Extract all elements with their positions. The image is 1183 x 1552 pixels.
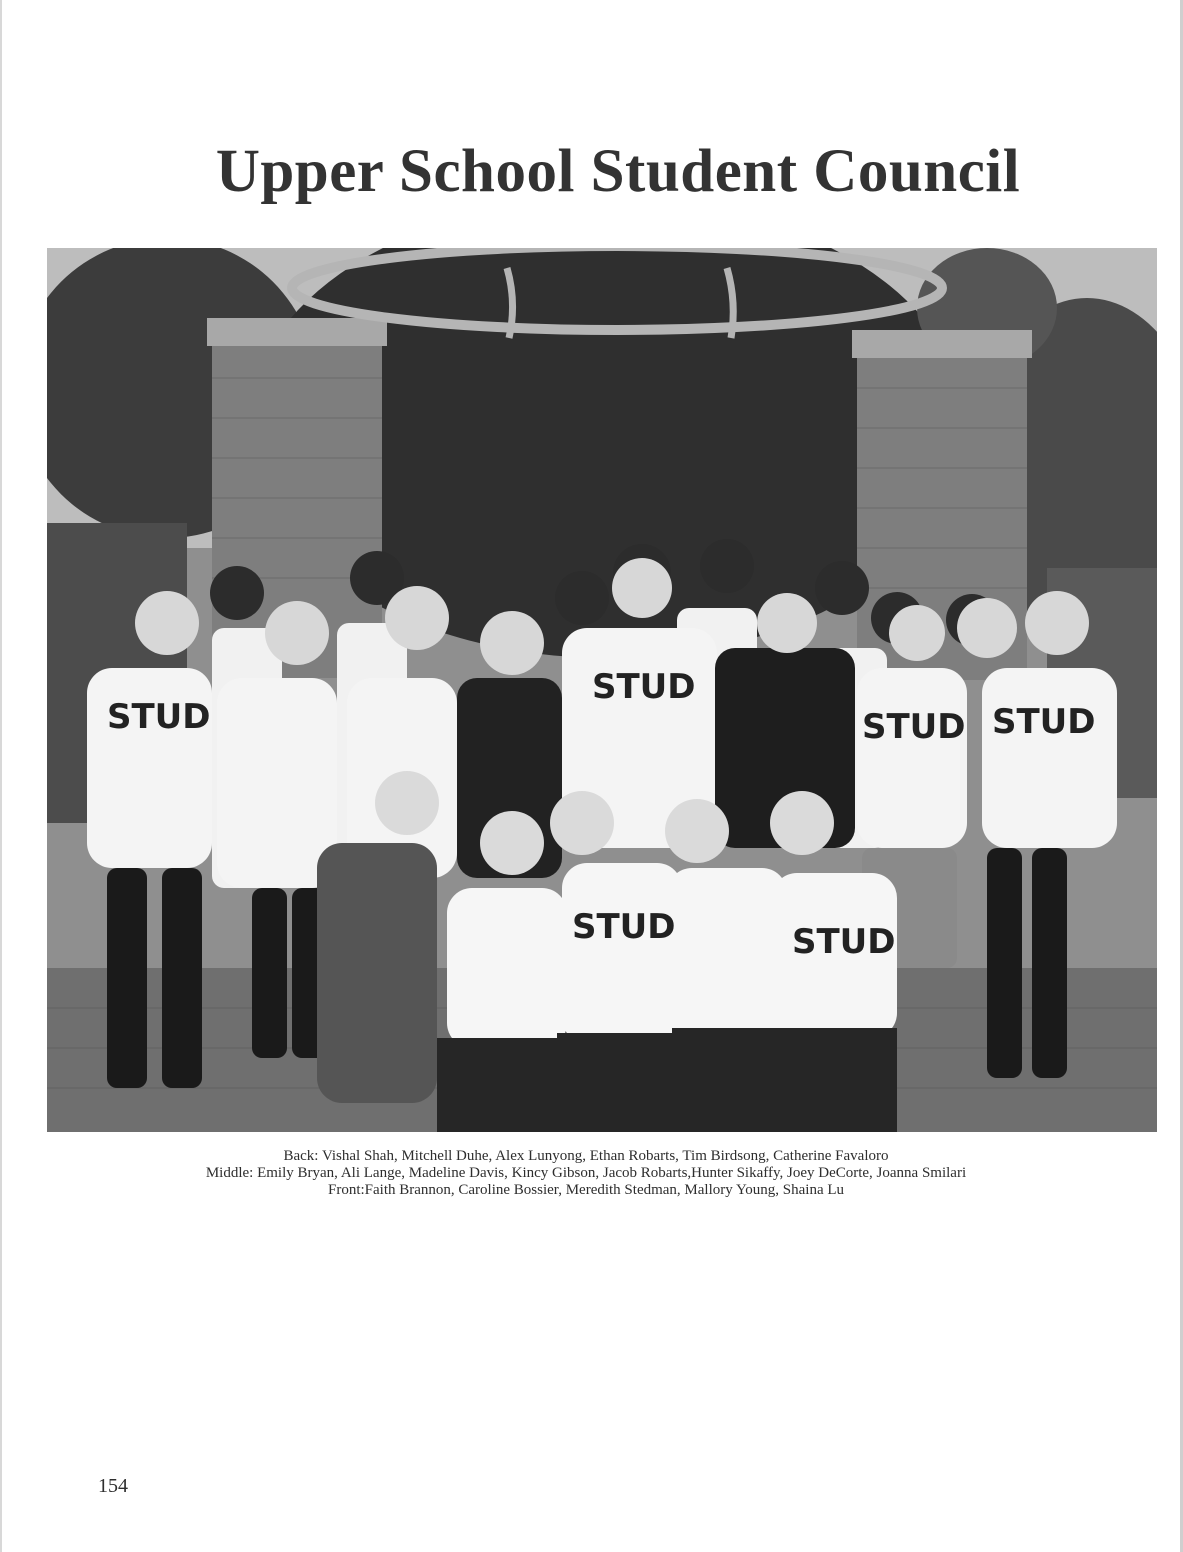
shirt-text: STUD [592, 667, 696, 707]
shirt-text: STUD [572, 907, 676, 947]
caption-middle-row: Middle: Emily Bryan, Ali Lange, Madeline Davis, Kincy Gibson, Jacob Robarts,Hunter Sikaffy, Joey DeCorte, Joanna Smilari [205, 1165, 967, 1181]
shirt-text: STUD [992, 702, 1096, 742]
page-number: 154 [98, 1475, 128, 1497]
shirt-text: STUD [107, 697, 211, 737]
shirt-text: STUD [792, 922, 896, 962]
photo-caption [0, 1148, 1172, 1199]
caption-front-row: Front:Faith Brannon, Caroline Bossier, Meredith Stedman, Mallory Young, Shaina Lu [327, 1182, 845, 1198]
caption-back-row: Back: Vishal Shah, Mitchell Duhe, Alex Lunyong, Ethan Robarts, Tim Birdsong, Catherine Favaloro [283, 1148, 889, 1164]
group-photo [47, 248, 1157, 1132]
shirt-text: STUD [862, 707, 966, 747]
page-title: Upper School Student Council [215, 138, 1021, 205]
